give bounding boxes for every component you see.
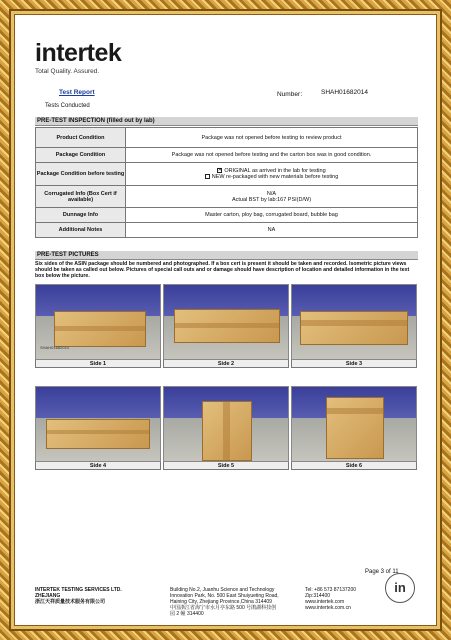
photo-caption: Side 5 [163, 462, 289, 470]
pre-test-inspection-heading: PRE-TEST INSPECTION (filled out by lab) [35, 117, 418, 126]
company-region: ZHEJIANG [35, 593, 61, 599]
table-row [36, 163, 418, 186]
logo-wordmark: intertek [35, 39, 122, 67]
row-value [126, 163, 418, 186]
bst-value: Actual BST by lab:167 PSI(D/W) [231, 196, 312, 203]
address-line: 中国浙江省海宁市水月亭东路 500 号鹃湖科技创 [170, 605, 277, 611]
footer-address [170, 587, 279, 617]
row-label: Package Condition before testing [36, 163, 126, 186]
photo-caption: Side 1 [35, 360, 161, 368]
address-line: Building No.2, Juanhu Science and Technology [170, 587, 275, 593]
contact-zip: Zip:314400 [305, 593, 331, 599]
row-value: Master carton, ploy bag, corrugated board, bubble bag [126, 208, 418, 223]
photo-side-4 [35, 386, 163, 470]
row-label: Dunnage Info [36, 208, 126, 223]
row-value: Package was not opened before testing and the carton box was in good condition. [126, 148, 418, 163]
intertek-logo [35, 41, 121, 75]
corrugated-value: N/A [266, 190, 277, 197]
photo-grid [35, 284, 418, 484]
box-photo [35, 284, 161, 360]
option-new [126, 174, 417, 180]
page-number: Page 3 of 11 [365, 569, 399, 575]
table-row [36, 186, 418, 208]
row-label: Corrugated Info (Box Cert if available) [36, 186, 126, 208]
box-photo [291, 284, 417, 360]
row-value: Package was not opened before testing to review product [126, 128, 418, 148]
checked-checkbox-icon [217, 168, 222, 173]
address-line: Innovation Park, No. 500 East Shuiyueting Road, [170, 593, 279, 599]
row-value [126, 186, 418, 208]
row-value: NA [126, 223, 418, 238]
footer-company [35, 587, 122, 605]
table-row [36, 208, 418, 223]
empty-checkbox-icon [205, 174, 210, 179]
tests-conducted-heading: Tests Conducted [45, 103, 90, 109]
pre-test-pictures-heading: PRE-TEST PICTURES [35, 251, 418, 260]
contact-website-cn[interactable]: www.intertek.com.cn [305, 605, 351, 611]
photo-caption: Side 3 [291, 360, 417, 368]
contact-tel: Tel: +86 573 87137200 [305, 587, 357, 593]
photo-side-3 [291, 284, 419, 368]
table-row [36, 223, 418, 238]
row-label: Package Condition [36, 148, 126, 163]
address-line: 园 2 幢 314400 [170, 611, 204, 617]
report-page [14, 14, 437, 626]
table-row [36, 148, 418, 163]
page-footer [15, 565, 437, 625]
photo-side-6 [291, 386, 419, 470]
intertek-in-badge-icon: in [385, 573, 415, 603]
option-new-label: NEW re-packaged with new materials before testing [211, 174, 339, 180]
photo-caption: Side 2 [163, 360, 289, 368]
company-name-cn: 浙江天祥质量技术服务有限公司 [35, 599, 106, 605]
pre-test-inspection-table [35, 127, 418, 238]
photo-side-2 [163, 284, 291, 368]
address-line: Haining City, Zhejiang Province,China 314409 [170, 599, 272, 605]
row-label: Additional Notes [36, 223, 126, 238]
report-number-label: Number： [277, 91, 307, 98]
company-name: INTERTEK TESTING SERVICES LTD. [35, 587, 122, 593]
photo-side-5 [163, 386, 291, 470]
photo-caption: Side 6 [291, 462, 417, 470]
box-photo [163, 386, 289, 462]
box-photo [163, 284, 289, 360]
photo-sample-label: SHAH01682014 [40, 345, 69, 350]
box-photo [35, 386, 161, 462]
report-title: Test Report [59, 89, 95, 96]
box-photo [291, 386, 417, 462]
option-original-label: ORIGINAL as arrived in the lab for testing [224, 168, 326, 174]
contact-website[interactable]: www.intertek.com [305, 599, 345, 605]
footer-contact [305, 587, 356, 611]
row-label: Product Condition [36, 128, 126, 148]
pictures-instructions: Six sides of the ASIN package should be numbered and photographed. If a box cert is present it should be taken and recorded. Isometric picture views should be taken as called out below. Pictures of special call outs and or damage should have description of location and detailed information in the text box below the picture. [35, 261, 410, 280]
logo-tagline: Total Quality. Assured. [35, 68, 100, 75]
report-number: SHAH01682014 [321, 89, 368, 96]
table-row [36, 128, 418, 148]
photo-caption: Side 4 [35, 462, 161, 470]
photo-side-1 [35, 284, 163, 368]
